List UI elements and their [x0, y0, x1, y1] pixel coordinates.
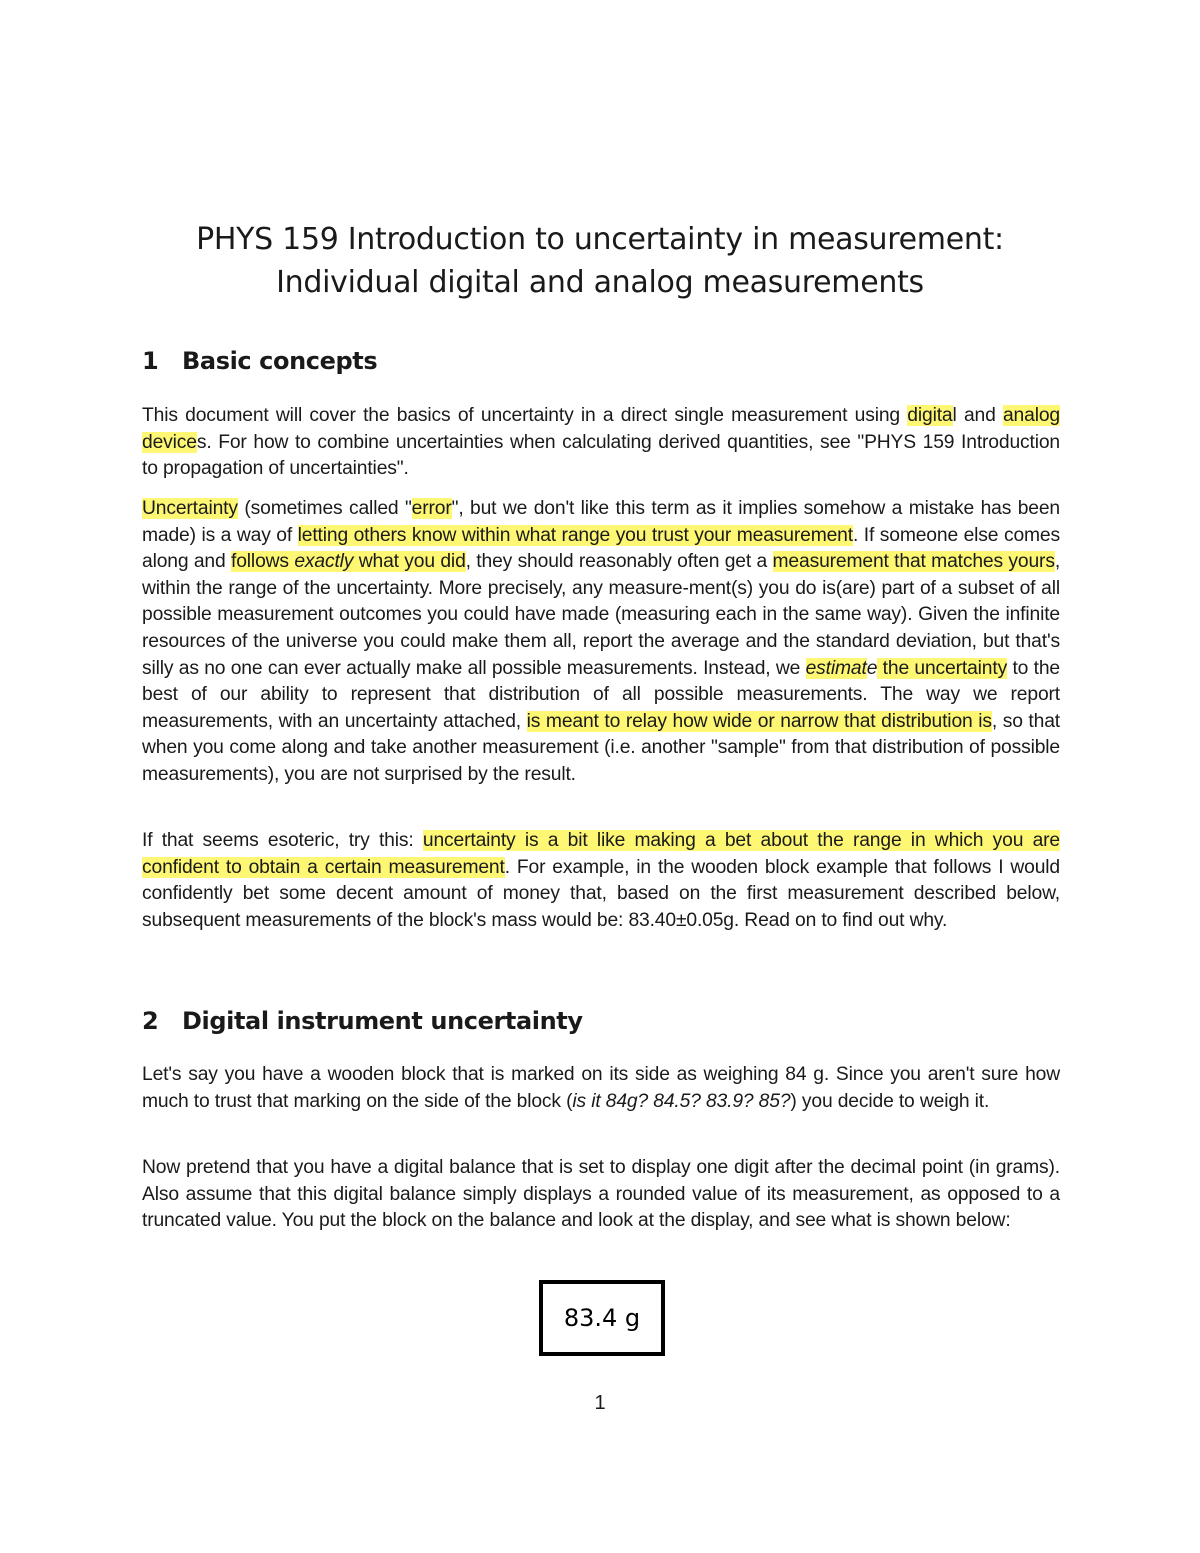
text-run: If that seems esoteric, try this:: [142, 830, 423, 851]
highlight: [231, 551, 466, 572]
title-line-2: Individual digital and analog measurements: [276, 265, 924, 300]
page-number: 1: [594, 1392, 606, 1414]
balance-display: [539, 1280, 665, 1356]
title-line-1: PHYS 159 Introduction to uncertainty in measurement:: [196, 222, 1004, 257]
text-run: , so that when you come along and take another measurement (i.e. another "sample" from that distribution of possible measurements), you are not surprised by the result.: [142, 710, 1060, 785]
text-run: follows: [231, 551, 295, 573]
emphasis: is it 84g? 84.5? 83.9? 85?: [572, 1090, 791, 1112]
highlight: letting others know within what range you trust your measurement: [297, 524, 853, 546]
highlight: uncertainty is a bit like making a bet about the range in which you are confident to obtain a certain measurement: [142, 830, 1060, 878]
section-number: 2: [142, 1007, 159, 1035]
paragraph-uncertainty-definition: [142, 496, 1060, 789]
text-run: ) you decide to weigh it.: [790, 1090, 990, 1112]
highlight: Uncertainty: [142, 498, 238, 519]
section-title: Basic concepts: [182, 347, 378, 375]
balance-reading: 83.4 g: [563, 1304, 641, 1332]
text-run: Let's say you have a wooden block that is marked on its side as weighing 84 g. Since you aren't sure how much to trust that marking on the side of the block (: [142, 1064, 1060, 1112]
text-run: l and: [952, 405, 1003, 426]
document-title: [142, 218, 1058, 304]
highlight: is meant to relay how wide or narrow that distribution is: [526, 710, 992, 732]
paragraph-bet-analogy: [142, 828, 1060, 934]
document-page: [142, 0, 1062, 1553]
text-run: what you did: [353, 551, 466, 573]
highlight: estimat: [805, 657, 867, 679]
text-run: , they should reasonably often get a: [465, 551, 773, 573]
section-heading-basic-concepts: [142, 346, 377, 376]
highlight: analog device: [142, 405, 1060, 453]
text-run: to the best of our ability to represent that distribution of all possible measurements. The way we report measurements, with an uncertainty attached,: [142, 657, 1060, 732]
emphasis: e: [866, 657, 878, 679]
section-number: 1: [142, 347, 159, 375]
highlight: measurement that matches yours: [772, 551, 1055, 573]
emphasis: exactly: [294, 551, 354, 573]
text-run: , within the range of the uncertainty. More precisely, any measure-ment(s) you do is(are) part of a subset of all possible measurement outcomes you could have made (measuring each in the same way). Given the infinite resources of the universe you could make them all, report the average and the standard deviation, but that's silly as no one can ever actually make all possible measurements. Instead, we: [142, 551, 1061, 679]
text-run: . For example, in the wooden block example that follows I would confidently bet some decent amount of money that, based on the first measurement described below, subsequent measurements of the block's mass would be: 83.40±0.05g. Read on to find out why.: [142, 856, 1060, 931]
text-run: s. For how to combine uncertainties when calculating derived quantities, see "PHYS 159 Introduction to propagation of uncertainties".: [142, 431, 1060, 480]
text-run: This document will cover the basics of uncertainty in a direct single measurement using: [142, 405, 908, 426]
highlight: error: [411, 498, 452, 519]
text-run: (sometimes called ": [237, 498, 412, 519]
text-run: ", but we don't like this term as it implies somehow a mistake has been made) is a way of: [142, 498, 1060, 546]
paragraph-digital-balance: Now pretend that you have a digital balance that is set to display one digit after the decimal point (in grams). Also assume that this digital balance simply displays a rounded value of its measurement, as opposed to a truncated value. You put the block on the balance and look at the display, and see what is shown below:: [142, 1157, 1060, 1232]
text-run: . If someone else comes along and: [142, 524, 1060, 573]
highlight: digita: [907, 405, 953, 426]
section-title: Digital instrument uncertainty: [182, 1007, 583, 1035]
paragraph-wooden-block: [142, 1062, 1060, 1115]
paragraph-intro: [142, 403, 1060, 483]
highlight: the uncertainty: [877, 657, 1008, 679]
section-heading-digital-uncertainty: [142, 1006, 583, 1036]
